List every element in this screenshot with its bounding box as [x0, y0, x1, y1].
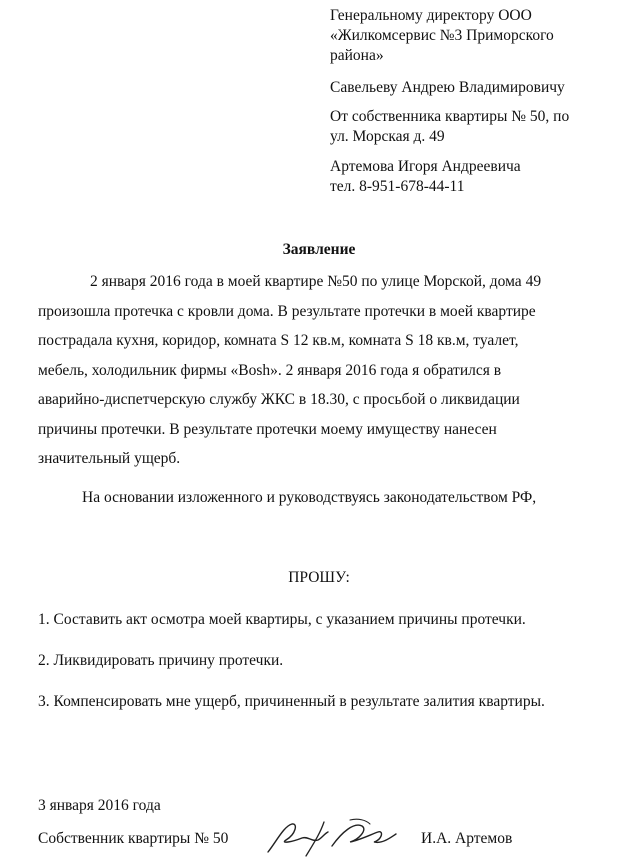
paragraph-line: причины протечки. В результате протечки моему имуществу нанесен: [38, 421, 497, 438]
sender-phone: тел. 8-951-678-44-11: [330, 178, 465, 195]
request-item: 1. Составить акт осмотра моей квартиры, с указанием причины протечки.: [38, 611, 526, 628]
owner-label: Собственник квартиры № 50: [38, 830, 229, 847]
paragraph-line: аварийно-диспетчерскую службу ЖКС в 18.30, с просьбой о ликвидации: [38, 391, 520, 408]
paragraph-line: значительный ущерб.: [38, 450, 181, 467]
paragraph-line: 2 января 2016 года в моей квартире №50 по улице Морской, дома 49: [90, 273, 542, 290]
addressee-line-2: «Жилкомсервис №3 Приморского: [330, 27, 554, 44]
addressee-line-3: района»: [330, 47, 384, 64]
handwritten-signature: [262, 812, 402, 862]
addressee-name: Савельеву Андрею Владимировичу: [330, 79, 565, 96]
paragraph-line: произошла протечка с кровли дома. В результате протечки в моей квартире: [38, 303, 536, 320]
sender-line-1: От собственника квартиры № 50, по: [330, 108, 570, 125]
request-item: 2. Ликвидировать причину протечки.: [38, 652, 284, 669]
paragraph-line: пострадала кухня, коридор, комната S 12 кв.м, комната S 18 кв.м, туалет,: [38, 332, 519, 349]
request-item: 3. Компенсировать мне ущерб, причиненный в результате залития квартиры.: [38, 693, 545, 710]
document-date: 3 января 2016 года: [38, 797, 161, 814]
sender-line-2: ул. Морская д. 49: [330, 128, 445, 145]
document-title: Заявление: [282, 241, 356, 258]
sender-name: Артемова Игоря Андреевича: [330, 158, 521, 175]
addressee-line-1: Генеральному директору ООО: [330, 7, 532, 24]
basis-line: На основании изложенного и руководствуясь законодательством РФ,: [82, 489, 537, 506]
request-heading: ПРОШУ:: [288, 569, 350, 586]
paragraph-line: мебель, холодильник фирмы «Bosh». 2 января 2016 года я обратился в: [38, 362, 502, 379]
signature-name: И.А. Артемов: [421, 830, 513, 847]
